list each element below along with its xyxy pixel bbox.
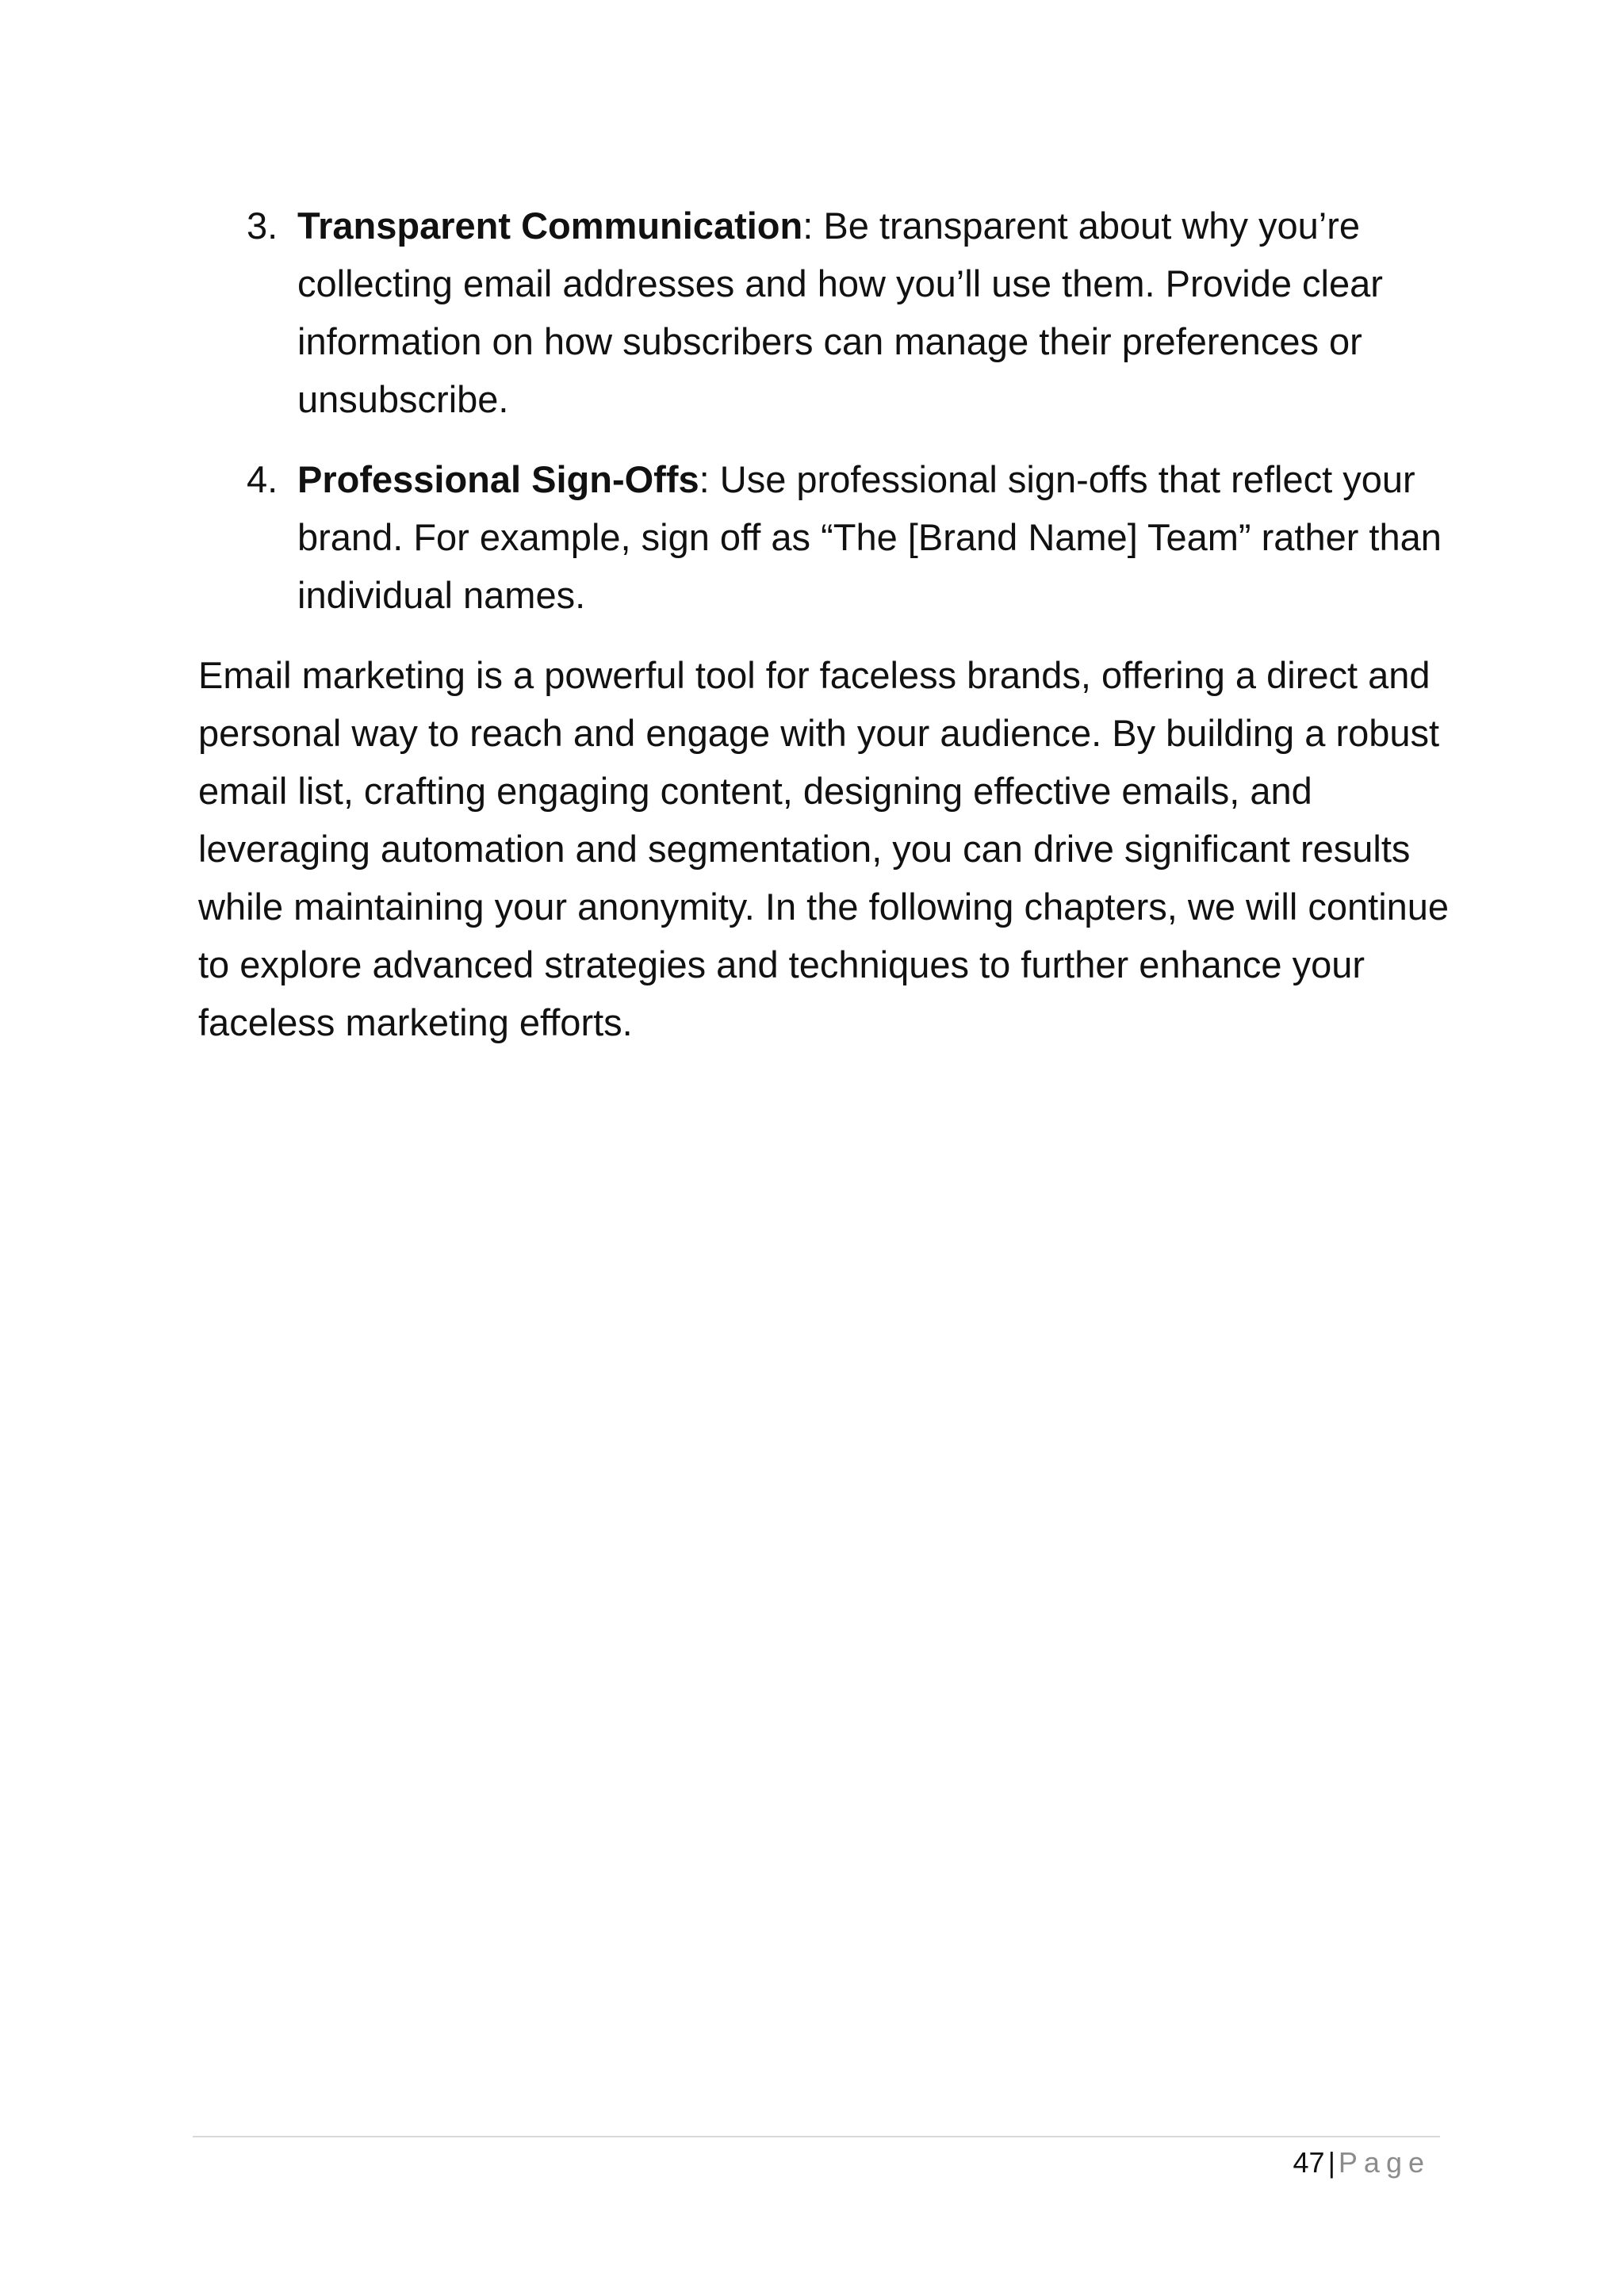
page-number: 47	[1293, 2146, 1325, 2179]
list-item-separator: :	[802, 205, 814, 247]
page-content	[198, 197, 1459, 1051]
footer-separator: |	[1327, 2146, 1335, 2179]
page-label: Page	[1338, 2146, 1431, 2179]
list-item-title: Transparent Communication	[297, 205, 803, 247]
list-item-professional-sign-offs	[198, 450, 1459, 624]
list-item-separator: :	[699, 458, 710, 500]
body-paragraph: Email marketing is a powerful tool for faceless brands, offering a direct and personal way to reach and engage with your audience. By building a robust email list, crafting engaging content, designing effective emails, and leveraging automation and segmentation, you can drive significant results while maintaining your anonymity. In the following chapters, we will continue to explore advanced strategies and techniques to further enhance your faceless marketing efforts.	[198, 654, 1450, 1043]
numbered-list	[198, 197, 1459, 624]
list-number: 4.	[247, 458, 278, 500]
footer-divider	[193, 2136, 1440, 2137]
page-footer	[1293, 2143, 1431, 2183]
list-item-text: Be transparent about why you’re collecting email addresses and how you’ll use them. Provide clear information on how subscribers can manage their preferences or unsubscribe.	[297, 205, 1383, 420]
list-item-title: Professional Sign-Offs	[297, 458, 699, 500]
list-number: 3.	[247, 205, 278, 247]
list-item-text: Use professional sign-offs that reflect your brand. For example, sign off as “The [Brand Name] Team” rather than individual names.	[297, 458, 1442, 616]
list-item-transparent-communication	[198, 197, 1459, 428]
